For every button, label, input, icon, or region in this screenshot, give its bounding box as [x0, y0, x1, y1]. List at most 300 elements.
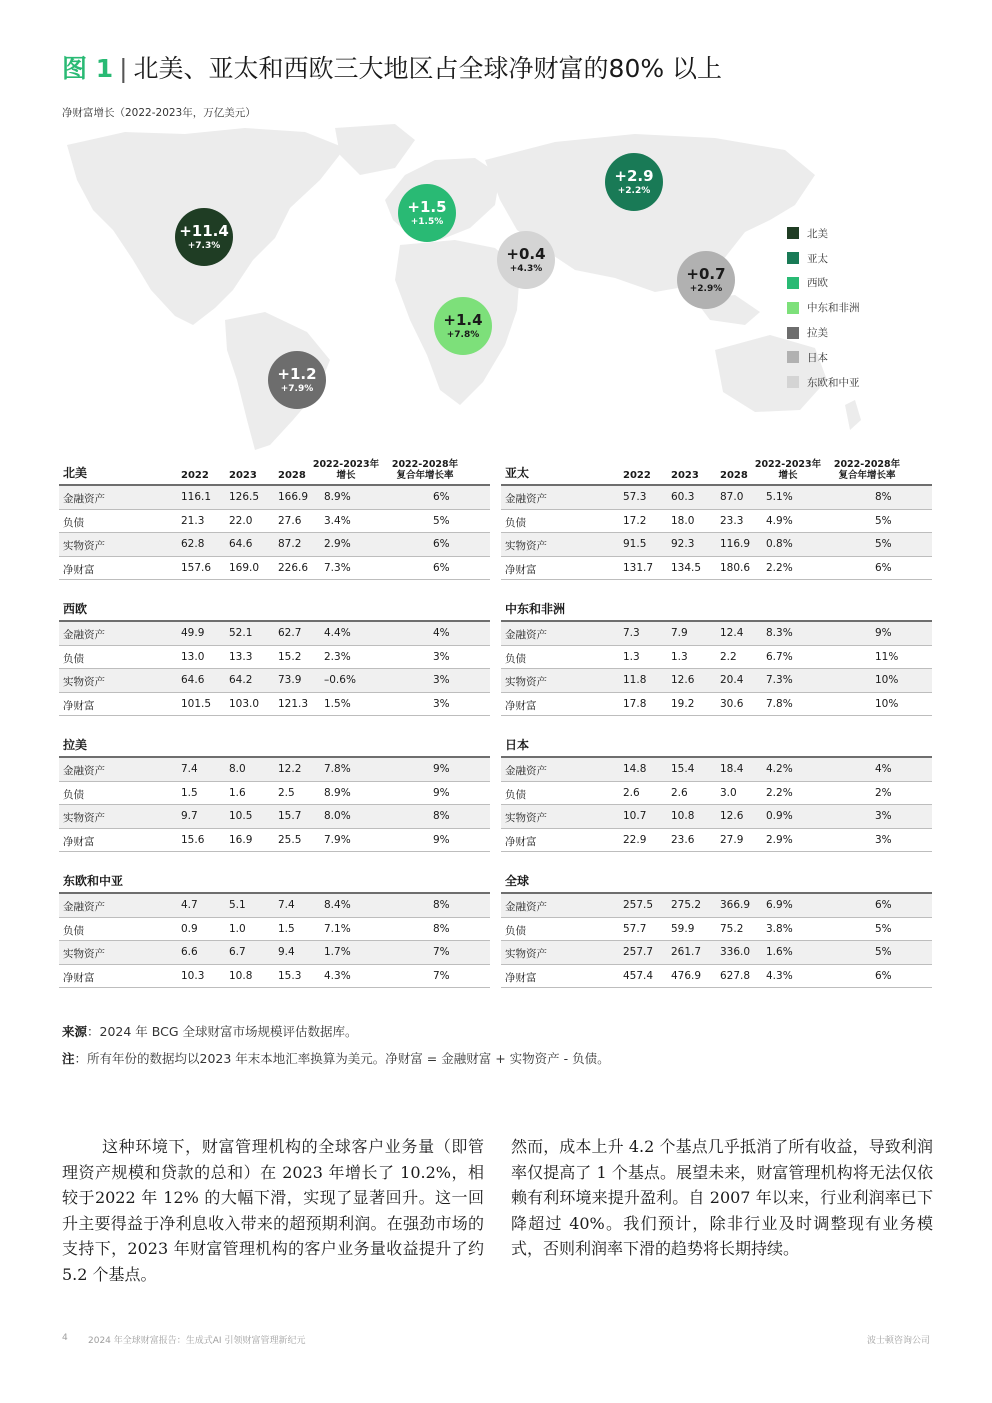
- table-cell: 2.9%: [324, 538, 351, 550]
- legend-swatch: [787, 252, 799, 264]
- legend-swatch: [787, 227, 799, 239]
- table-cell: –0.6%: [324, 674, 356, 686]
- table-cell: 4.9%: [766, 514, 793, 527]
- legend-label: 北美: [807, 227, 828, 240]
- table-region-title: 东欧和中亚: [63, 874, 124, 888]
- column-header: 2022: [181, 470, 209, 481]
- table-row: [501, 557, 932, 581]
- table-cell: 180.6: [720, 561, 751, 574]
- bubble-asia-pacific: [605, 153, 663, 211]
- table-row: [59, 557, 490, 581]
- table-header: [501, 454, 932, 486]
- table-cell: 7%: [433, 969, 450, 982]
- table-cell: 17.2: [623, 514, 647, 527]
- table-row: [59, 758, 490, 782]
- table-region-title: 全球: [505, 874, 530, 888]
- table-cell: 336.0: [720, 946, 751, 958]
- table-2: [501, 454, 932, 580]
- table-row: [59, 510, 490, 534]
- note-text: ：所有年份的数据均以2023 年末本地汇率换算为美元。净财富 = 金融财富 + 实物资产 - 负债。: [74, 1051, 610, 1066]
- table-cell: 4%: [433, 627, 450, 639]
- bubble-value: +2.9: [614, 166, 654, 185]
- table-cell: 2.5: [278, 786, 295, 799]
- row-label: 净财富: [63, 699, 95, 712]
- row-label: 净财富: [63, 971, 95, 984]
- table-cell: 30.6: [720, 697, 744, 710]
- table-cell: 9%: [433, 833, 450, 846]
- bubble-japan: [677, 251, 735, 309]
- map-new-zealand: [845, 400, 861, 430]
- row-label: 负债: [505, 516, 526, 529]
- table-row: [59, 486, 490, 510]
- table-cell: 10.3: [181, 969, 205, 982]
- legend-label: 东欧和中亚: [807, 376, 860, 389]
- table-region-title: 拉美: [63, 738, 88, 752]
- table-cell: 366.9: [720, 899, 751, 911]
- table-cell: 1.7%: [324, 946, 351, 958]
- table-cell: 7.3%: [766, 674, 793, 686]
- table-cell: 1.5: [278, 922, 295, 935]
- source-note: [62, 1022, 358, 1040]
- table-cell: 4.3%: [324, 969, 351, 982]
- table-header: [501, 590, 932, 622]
- table-cell: 4.3%: [766, 969, 793, 982]
- table-cell: 5%: [875, 922, 892, 935]
- table-cell: 75.2: [720, 922, 744, 935]
- table-cell: 57.7: [623, 922, 647, 935]
- table-cell: 157.6: [181, 561, 212, 574]
- table-cell: 8.9%: [324, 491, 351, 503]
- source-label: 来源: [62, 1024, 88, 1039]
- table-cell: 5%: [875, 514, 892, 527]
- row-label: 负债: [505, 788, 526, 801]
- table-cell: 5.1: [229, 899, 246, 911]
- table-cell: 8%: [433, 922, 450, 935]
- table-cell: 3.8%: [766, 922, 793, 935]
- table-region-title: 西欧: [63, 602, 88, 616]
- table-row: [501, 533, 932, 557]
- legend-item: [787, 246, 860, 271]
- table-cell: 627.8: [720, 969, 751, 982]
- figure-label: 图 1: [62, 54, 114, 83]
- bubble-percent: +7.9%: [280, 383, 314, 394]
- table-cell: 3%: [433, 650, 450, 663]
- table-cell: 60.3: [671, 491, 695, 503]
- table-cell: 14.8: [623, 763, 647, 775]
- bubble-middle-east-africa: [434, 297, 492, 355]
- table-cell: 261.7: [671, 946, 702, 958]
- table-cell: 15.7: [278, 810, 302, 822]
- table-cell: 4%: [875, 763, 892, 775]
- table-cell: 6%: [875, 969, 892, 982]
- table-cell: 1.5: [181, 786, 198, 799]
- table-cell: 10%: [875, 674, 899, 686]
- table-cell: 131.7: [623, 561, 654, 574]
- legend-label: 亚太: [807, 252, 828, 265]
- table-cell: 5.1%: [766, 491, 793, 503]
- table-cell: 23.6: [671, 833, 695, 846]
- row-label: 实物资产: [505, 676, 547, 688]
- bubble-value: +0.4: [506, 244, 546, 263]
- table-cell: 10.8: [229, 969, 253, 982]
- table-cell: 2%: [875, 786, 892, 799]
- legend-label: 西欧: [807, 277, 828, 290]
- table-cell: 2.2%: [766, 561, 793, 574]
- table-cell: 0.9%: [766, 810, 793, 822]
- note-label: 注: [62, 1051, 75, 1066]
- table-cell: 73.9: [278, 674, 302, 686]
- table-row: [59, 965, 490, 989]
- table-row: [59, 941, 490, 965]
- table-row: [501, 646, 932, 670]
- table-cell: 49.9: [181, 627, 205, 639]
- table-row: [501, 894, 932, 918]
- table-cell: 9%: [433, 763, 450, 775]
- column-header: 2023: [229, 470, 257, 481]
- table-row: [501, 829, 932, 853]
- row-label: 金融资产: [63, 493, 105, 505]
- table-cell: 2.2: [720, 650, 737, 663]
- row-label: 金融资产: [505, 493, 547, 505]
- table-row: [59, 622, 490, 646]
- table-7: [59, 862, 490, 988]
- table-cell: 3.4%: [324, 514, 351, 527]
- table-cell: 27.6: [278, 514, 302, 527]
- table-cell: 8.0: [229, 763, 246, 775]
- row-label: 负债: [63, 924, 84, 937]
- map-legend: [787, 221, 860, 395]
- table-cell: 12.2: [278, 763, 302, 775]
- table-cell: 2.3%: [324, 650, 351, 663]
- row-label: 实物资产: [63, 948, 105, 960]
- legend-swatch: [787, 376, 799, 388]
- legend-swatch: [787, 351, 799, 363]
- table-region-title: 亚太: [505, 466, 530, 480]
- row-label: 净财富: [505, 835, 537, 848]
- table-cell: 1.6: [229, 786, 246, 799]
- table-cell: 2.6: [623, 786, 640, 799]
- table-header: [59, 726, 490, 758]
- legend-item: [787, 370, 860, 395]
- table-cell: 7.4: [278, 899, 295, 911]
- table-header: [501, 726, 932, 758]
- legend-item: [787, 345, 860, 370]
- table-row: [59, 918, 490, 942]
- table-cell: 57.3: [623, 491, 647, 503]
- table-header: [59, 454, 490, 486]
- table-header: [501, 862, 932, 894]
- table-cell: 8.3%: [766, 627, 793, 639]
- table-cell: 7.9: [671, 627, 688, 639]
- table-cell: 64.6: [181, 674, 205, 686]
- table-row: [59, 646, 490, 670]
- bubble-latin-america: [268, 351, 326, 409]
- bubble-value: +1.4: [443, 310, 483, 329]
- table-cell: 9.7: [181, 810, 198, 822]
- table-cell: 8%: [433, 810, 450, 822]
- table-row: [501, 941, 932, 965]
- table-cell: 87.2: [278, 538, 302, 550]
- table-cell: 52.1: [229, 627, 253, 639]
- table-cell: 59.9: [671, 922, 695, 935]
- bubble-eastern-europe: [497, 231, 555, 289]
- bubble-percent: +7.8%: [446, 329, 480, 340]
- legend-swatch: [787, 302, 799, 314]
- table-cell: 13.0: [181, 650, 205, 663]
- table-cell: 4.4%: [324, 627, 351, 639]
- figure-subtitle: 净财富增长（2022-2023年，万亿美元）: [62, 107, 256, 119]
- table-cell: 6.6: [181, 946, 198, 958]
- table-3: [59, 590, 490, 716]
- table-cell: 15.2: [278, 650, 302, 663]
- bubble-value: +11.4: [179, 221, 229, 240]
- table-row: [59, 805, 490, 829]
- company-name: 波士顿咨询公司: [866, 1336, 930, 1346]
- table-cell: 15.4: [671, 763, 695, 775]
- column-header: 2022-2023年 增长: [754, 459, 822, 481]
- table-cell: 3%: [875, 833, 892, 846]
- table-cell: 9%: [875, 627, 892, 639]
- table-cell: 6.7%: [766, 650, 793, 663]
- row-label: 负债: [505, 924, 526, 937]
- table-cell: 6.9%: [766, 899, 793, 911]
- table-cell: 11.8: [623, 674, 647, 686]
- table-cell: 8.4%: [324, 899, 351, 911]
- table-cell: 457.4: [623, 969, 654, 982]
- table-cell: 5%: [433, 514, 450, 527]
- table-5: [59, 726, 490, 852]
- table-region-title: 北美: [63, 466, 88, 480]
- bubble-percent: +2.2%: [617, 185, 651, 196]
- row-label: 负债: [63, 652, 84, 665]
- table-region-title: 日本: [505, 738, 530, 752]
- row-label: 金融资产: [505, 765, 547, 777]
- legend-item: [787, 295, 860, 320]
- legend-item: [787, 221, 860, 246]
- table-cell: 6%: [875, 899, 892, 911]
- figure-title: [62, 52, 722, 86]
- bubble-value: +0.7: [686, 264, 726, 283]
- row-label: 实物资产: [63, 676, 105, 688]
- table-cell: 20.4: [720, 674, 744, 686]
- table-row: [59, 533, 490, 557]
- table-cell: 7%: [433, 946, 450, 958]
- table-cell: 3%: [875, 810, 892, 822]
- table-row: [59, 693, 490, 717]
- row-label: 净财富: [63, 835, 95, 848]
- table-row: [501, 486, 932, 510]
- table-cell: 7.9%: [324, 833, 351, 846]
- table-cell: 275.2: [671, 899, 702, 911]
- table-cell: 6%: [433, 538, 450, 550]
- body-paragraph-right: 然而，成本上升 4.2 个基点几乎抵消了所有收益，导致利润率仅提高了 1 个基点。展望未来，财富管理机构将无法仅依赖有利环境来提升盈利。自 2007 年以来，行业利润率已下降超过 40%。我们预计，除非行业及时调整现有业务模式，否则利润率下滑的趋势将长期持续。: [511, 1137, 933, 1258]
- table-cell: 4.2%: [766, 763, 793, 775]
- bubble-value: +1.5: [407, 197, 447, 216]
- table-row: [501, 805, 932, 829]
- table-cell: 101.5: [181, 697, 212, 710]
- table-row: [501, 758, 932, 782]
- table-header: [59, 862, 490, 894]
- bubble-percent: +2.9%: [689, 283, 723, 294]
- row-label: 实物资产: [63, 540, 105, 552]
- table-cell: 7.8%: [766, 697, 793, 710]
- table-cell: 64.6: [229, 538, 253, 550]
- table-cell: 3.0: [720, 786, 737, 799]
- table-row: [59, 782, 490, 806]
- table-cell: 12.4: [720, 627, 744, 639]
- row-label: 实物资产: [505, 812, 547, 824]
- bubble-percent: +7.3%: [187, 240, 221, 251]
- row-label: 金融资产: [505, 901, 547, 913]
- table-cell: 257.5: [623, 899, 654, 911]
- table-cell: 10.5: [229, 810, 253, 822]
- row-label: 净财富: [63, 563, 95, 576]
- table-row: [501, 965, 932, 989]
- footnote: [62, 1049, 610, 1067]
- table-cell: 12.6: [720, 810, 744, 822]
- table-cell: 19.2: [671, 697, 695, 710]
- column-header: 2022: [623, 470, 651, 481]
- table-cell: 18.4: [720, 763, 744, 775]
- legend-swatch: [787, 327, 799, 339]
- column-header: 2028: [278, 470, 306, 481]
- table-cell: 1.0: [229, 922, 246, 935]
- table-cell: 10.7: [623, 810, 647, 822]
- table-row: [501, 669, 932, 693]
- table-cell: 2.6: [671, 786, 688, 799]
- legend-item: [787, 320, 860, 345]
- body-paragraph-left: 这种环境下，财富管理机构的全球客户业务量（即管理资产规模和贷款的总和）在 2023 年增长了 10.2%，相较于2022 年 12% 的大幅下滑，实现了显著回升。这一回升主要得益于净利息收入带来的超预期利润。在强劲市场的支持下，2023 年财富管理机构的客户业务量收益提升了约 5.2 个基点。: [62, 1137, 484, 1284]
- table-row: [59, 894, 490, 918]
- table-cell: 0.8%: [766, 538, 793, 550]
- table-row: [501, 693, 932, 717]
- table-cell: 2.9%: [766, 833, 793, 846]
- row-label: 金融资产: [505, 629, 547, 641]
- title-separator: |: [119, 54, 128, 83]
- bubble-western-europe: [398, 184, 456, 242]
- table-row: [59, 829, 490, 853]
- table-cell: 91.5: [623, 538, 647, 550]
- column-header: 2022-2028年 复合年增长率: [833, 459, 901, 481]
- table-cell: 22.0: [229, 514, 253, 527]
- bubble-percent: +4.3%: [509, 263, 543, 274]
- table-cell: 8.0%: [324, 810, 351, 822]
- table-cell: 9.4: [278, 946, 295, 958]
- table-cell: 226.6: [278, 561, 309, 574]
- table-cell: 134.5: [671, 561, 702, 574]
- bubble-north-america: [175, 208, 233, 266]
- table-1: [59, 454, 490, 580]
- table-cell: 4.7: [181, 899, 198, 911]
- legend-label: 中东和非洲: [807, 302, 860, 315]
- table-row: [501, 782, 932, 806]
- table-cell: 25.5: [278, 833, 302, 846]
- table-cell: 1.3: [623, 650, 640, 663]
- table-region-title: 中东和非洲: [505, 602, 566, 616]
- table-cell: 7.1%: [324, 922, 351, 935]
- table-cell: 121.3: [278, 697, 309, 710]
- table-6: [501, 726, 932, 852]
- table-cell: 1.6%: [766, 946, 793, 958]
- row-label: 金融资产: [63, 629, 105, 641]
- table-cell: 116.9: [720, 538, 751, 550]
- column-header: 2023: [671, 470, 699, 481]
- table-cell: 6%: [433, 561, 450, 574]
- bubble-percent: +1.5%: [410, 216, 444, 227]
- table-cell: 2.2%: [766, 786, 793, 799]
- table-cell: 15.3: [278, 969, 302, 982]
- source-text: ：2024 年 BCG 全球财富市场规模评估数据库。: [87, 1024, 358, 1039]
- table-cell: 116.1: [181, 491, 212, 503]
- table-cell: 476.9: [671, 969, 702, 982]
- table-cell: 8%: [433, 899, 450, 911]
- table-8: [501, 862, 932, 988]
- table-cell: 3%: [433, 697, 450, 710]
- table-cell: 257.7: [623, 946, 654, 958]
- table-cell: 21.3: [181, 514, 205, 527]
- table-row: [59, 669, 490, 693]
- table-cell: 87.0: [720, 491, 744, 503]
- table-cell: 10.8: [671, 810, 695, 822]
- table-cell: 13.3: [229, 650, 253, 663]
- column-header: 2022-2028年 复合年增长率: [391, 459, 459, 481]
- legend-item: [787, 271, 860, 296]
- row-label: 负债: [505, 652, 526, 665]
- table-cell: 1.5%: [324, 697, 351, 710]
- row-label: 净财富: [505, 971, 537, 984]
- table-cell: 169.0: [229, 561, 260, 574]
- table-cell: 5%: [875, 946, 892, 958]
- report-title: 2024 年全球财富报告：生成式AI 引领财富管理新纪元: [88, 1336, 306, 1346]
- table-cell: 62.7: [278, 627, 302, 639]
- table-4: [501, 590, 932, 716]
- table-cell: 126.5: [229, 491, 260, 503]
- table-cell: 11%: [875, 650, 899, 663]
- legend-label: 日本: [807, 351, 828, 364]
- row-label: 净财富: [505, 699, 537, 712]
- table-cell: 0.9: [181, 922, 198, 935]
- table-cell: 5%: [875, 538, 892, 550]
- column-header: 2028: [720, 470, 748, 481]
- table-row: [501, 622, 932, 646]
- table-cell: 18.0: [671, 514, 695, 527]
- table-cell: 27.9: [720, 833, 744, 846]
- table-cell: 103.0: [229, 697, 260, 710]
- table-cell: 8%: [875, 491, 892, 503]
- table-cell: 6.7: [229, 946, 246, 958]
- table-cell: 17.8: [623, 697, 647, 710]
- table-header: [59, 590, 490, 622]
- table-row: [501, 510, 932, 534]
- row-label: 净财富: [505, 563, 537, 576]
- table-cell: 7.3: [623, 627, 640, 639]
- table-cell: 15.6: [181, 833, 205, 846]
- row-label: 实物资产: [63, 812, 105, 824]
- page-number: 4: [62, 1333, 68, 1343]
- table-cell: 64.2: [229, 674, 253, 686]
- table-cell: 10%: [875, 697, 899, 710]
- table-cell: 6%: [875, 561, 892, 574]
- legend-label: 拉美: [807, 327, 828, 340]
- row-label: 实物资产: [505, 540, 547, 552]
- map-greenland: [335, 124, 415, 175]
- table-cell: 62.8: [181, 538, 205, 550]
- table-cell: 9%: [433, 786, 450, 799]
- table-cell: 8.9%: [324, 786, 351, 799]
- table-cell: 23.3: [720, 514, 744, 527]
- table-cell: 22.9: [623, 833, 647, 846]
- table-cell: 3%: [433, 674, 450, 686]
